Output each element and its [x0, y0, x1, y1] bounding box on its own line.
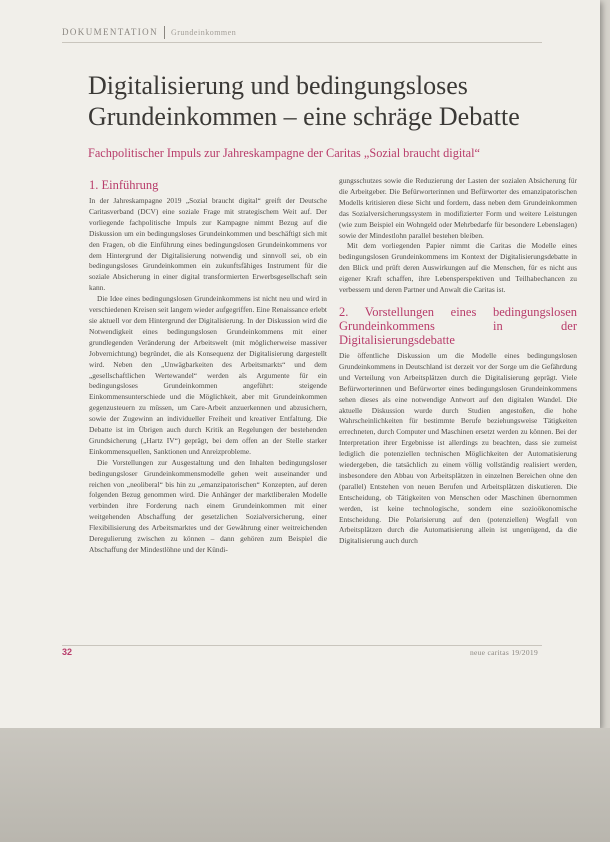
article-title: Digitalisierung und bedingungsloses Grundeinkommen – eine schräge Debatte [88, 71, 520, 131]
page-number: 32 [62, 647, 73, 657]
paragraph: gungsschutzes sowie die Reduzierung der Lasten der sozialen Absicherung für die Arbeitgeber. Die Befürworterinnen und Befürworter des emanzipatorischen Modells kritisieren diese Sicht und fordern, dass neben dem Grundeinkommen das Sozialversicherungssystem in modifizierter Form und weitere Leistungen (wie zum Beispiel ein Wohngeld oder Mehrbedarfe für besondere Lebenslagen) sowie der Mindestlohn parallel bestehen bleiben. [339, 176, 577, 240]
section-heading-2: 2. Vorstellungen eines bedingungslosen Grundeinkommens in der Digitalisierungsdebatte [339, 304, 577, 347]
journal-name: neue caritas 19/2019 [469, 648, 538, 657]
paragraph: Mit dem vorliegenden Papier nimmt die Caritas die Modelle eines bedingungslosen Grundeinkommens im Kontext der Digitalisierungsdebatte in den Blick und prüft deren Auswirkungen auf die Menschen, für es nicht aus eigener Kraft schaffen, ihre Lebensperspektiven und Teilhabechancen zu verbessern und deren Partner und Anwalt die Caritas ist. [339, 241, 577, 295]
header-divider [164, 26, 165, 39]
scan-background [0, 728, 610, 842]
paragraph: Die öffentliche Diskussion um die Modelle eines bedingungslosen Grundeinkommens in Deutschland ist derzeit vor der Sorge um die Gefährdung und Verteilung von Arbeitsplätzen durch die Digitalisierung geprägt. Viele Befürworterinnen und Befürworter eines bedingungslosen Grundeinkommens sehen dieses als eine notwendige Antwort auf den digitalen Wandel. Die aktuelle Diskussion wurde durch Studien angestoßen, die hohe Wahrscheinlichkeiten für bestimmte Berufe beziehungsweise Tätigkeiten errechneten, durch Computer und Maschinen ersetzt werden zu können. Bei der Interpretation ihrer Ergebnisse ist allerdings zu beachten, dass sie zumeist lediglich die potenziellen technischen Möglichkeiten der Automatisierung wiedergeben, die tatsächlich zu einem völlig vollständig realisiert werden, insbesondere den Abbau von Arbeitsplätzen in einzelnen Bereichen ohne den (parallel) Entstehen von neuen Berufen und Arbeitsplätzen diskutieren. Die Entscheidung, ob Tätigkeiten von Menschen oder Maschinen übernommen werden, ist keine technologische, sondern eine sozioökonomische Entscheidung. Die Polarisierung auf den (potenziellen) Wegfall von Arbeitsplätzen durch die Automatisierung allein ist ungenügend, da die Digitalisierung auch durch [339, 350, 577, 546]
article-subtitle: Fachpolitischer Impuls zur Jahreskampagne der Caritas „Sozial braucht digital“ [88, 146, 481, 160]
left-column [89, 178, 327, 556]
section-heading-1: 1. Einführung [89, 178, 159, 192]
header-rule [62, 42, 542, 43]
paragraph: In der Jahreskampagne 2019 „Sozial braucht digital“ greift der Deutsche Caritasverband (DCV) eine soziale Frage mit strategischem Weit auf. Der vorliegende fachpolitische Impuls zur Kampagne nimmt Bezug auf die Diskussion um ein bedingungsloses Grundeinkommen und beschäftigt sich mit den Fragen, ob die Einführung eines bedingungslosen Grundeinkommens vor dem Hintergrund der Digitalisierung notwendig und sinnvoll sei, ob ein bedingungsloses Grundeinkommen ein zukunftsfähiges Instrument für die soziale Absicherung in einer digital transformierten Erwerbsgesellschaft sein kann. [89, 196, 327, 293]
paragraph: Die Vorstellungen zur Ausgestaltung und den Inhalten bedingungsloser bedingungsloser Grundeinkommensmodelle gehen weit auseinander und reichen von „neoliberal“ bis hin zu „emanzipatorischen“ Konzepten, auf deren folgenden Bezug genommen wird. Die Anhänger der marktliberalen Modelle verbinden ihre Forderung nach einem Grundeinkommen mit einer weitgehenden Abschaffung der gesetzlichen Sozialversicherung, einer Flexibilisierung des Arbeitsmarktes und der Gewährung einer weitreichenden Deregulierung zwischen zu können – dann gehören zum Beispiel die Abschaffung der Mindestlöhne und der Kündi- [89, 457, 327, 554]
subsection-label: Grundeinkommen [170, 27, 237, 37]
paragraph: Die Idee eines bedingungslosen Grundeinkommens ist nicht neu und wird in verschiedenen Kreisen seit langem wieder aufgegriffen. Eine Renaissance erlebt sie aktuell vor dem Hintergrund der Digitalisierung. In der Diskussion wird die Notwendigkeit eines bedingungslosen Grundeinkommens mit einer grundlegenden Veränderung der Arbeitswelt (mit möglicherweise massiver Jobvernichtung) begründet, die als Konsequenz der Digitalisierung dargestellt wird. Neben den „Unwägbarkeiten des Arbeitsmarkts“ und dem „gesellschaftlichen Wertewandel“ werden als Argumente für ein bedingungsloses Grundeinkommen angeführt: steigende Einkommensunterschiede und die Möglichkeit, aber mit Grundeinkommen gegenzusteuern zu müssen, um Care-Arbeit anzuerkennen und abzusichern, sowie der Zugewinn an individueller Freiheit und kreativer Entfaltung. Die Debatte ist im Übrigen auch durch Kritik an Regelungen der bestehenden Grundsicherung („Hartz IV“) geprägt, bei dem offen an der Stelle starker Einkommensquellen, Sanktionen und Anreizprobleme. [89, 294, 327, 456]
section-header [62, 25, 236, 39]
right-column [339, 176, 577, 547]
section-label: DOKUMENTATION [62, 27, 158, 37]
footer-rule [62, 645, 542, 646]
